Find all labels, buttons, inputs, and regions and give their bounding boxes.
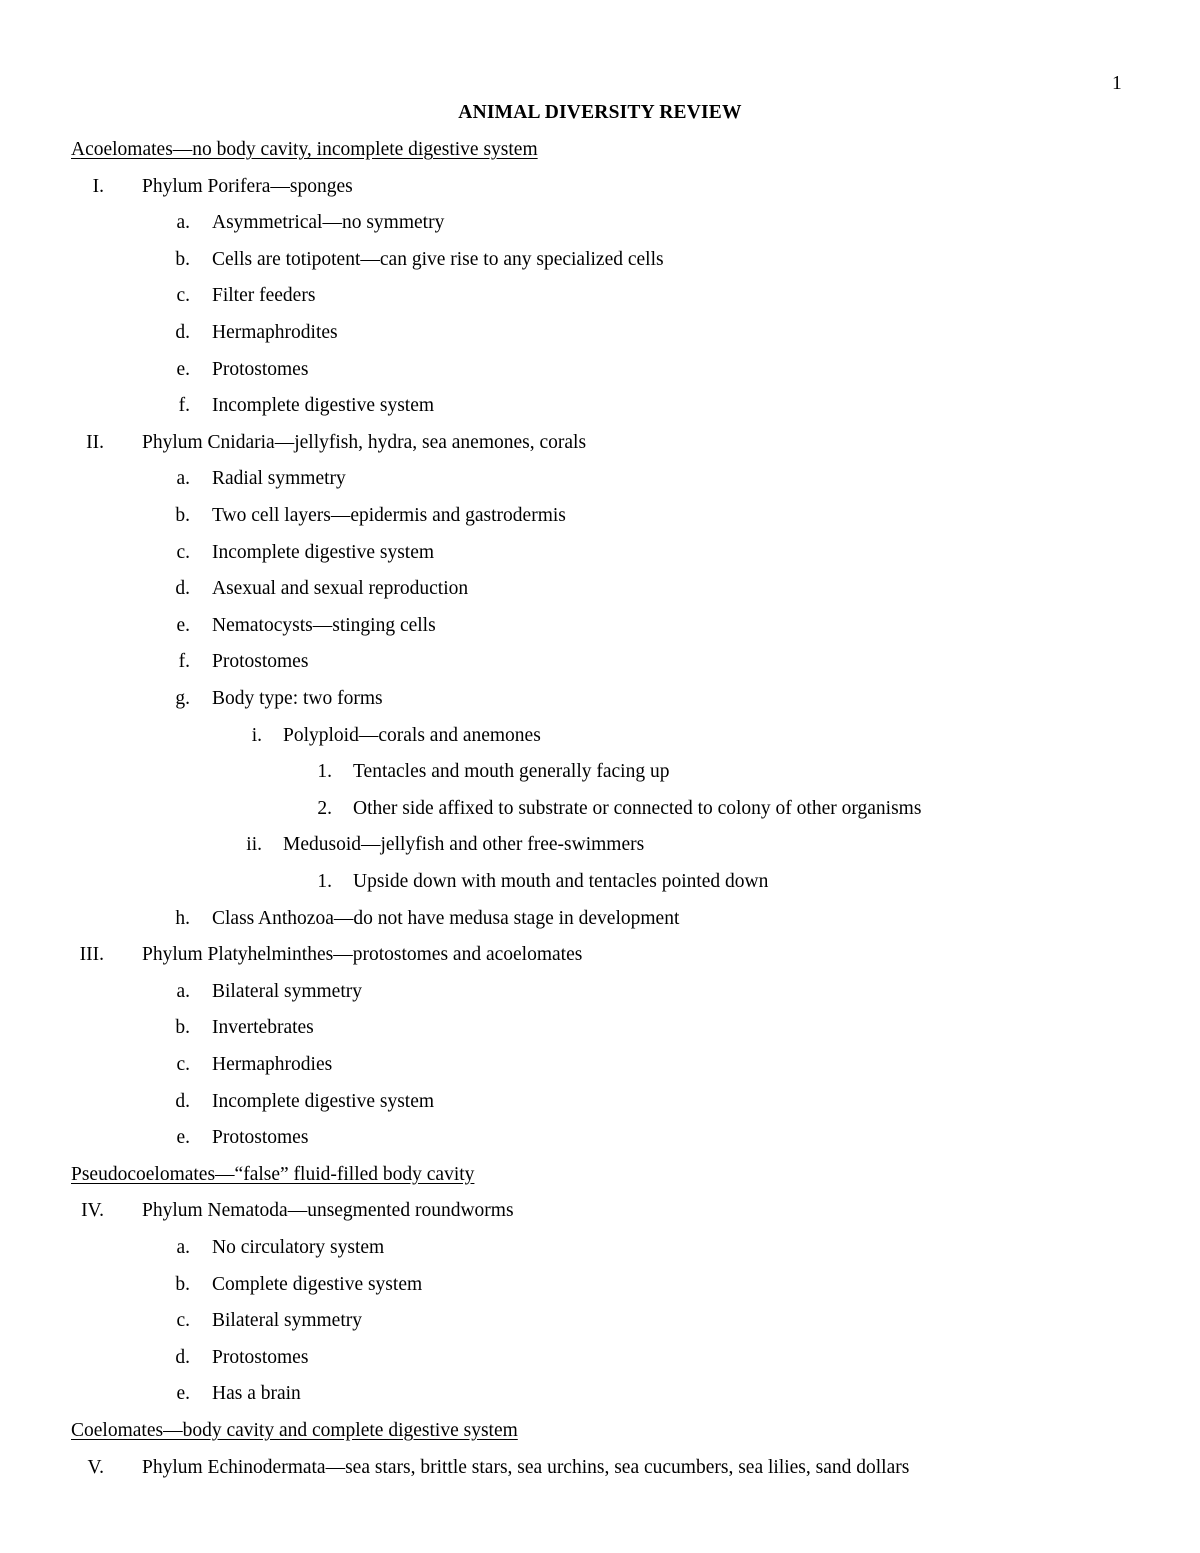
list-marker: IV. — [81, 1200, 104, 1221]
list-marker: h. — [175, 908, 190, 929]
list-marker: 2. — [317, 798, 332, 819]
outline-item-level-2 — [0, 980, 1200, 1004]
section-heading: Acoelomates—no body cavity, incomplete digestive system — [71, 139, 538, 160]
outline-item-level-2 — [0, 1346, 1200, 1370]
list-item-text: Protostomes — [212, 1127, 309, 1148]
list-marker: a. — [176, 981, 190, 1002]
list-item-text: Nematocysts—stinging cells — [212, 615, 436, 636]
list-marker: a. — [176, 212, 190, 233]
list-marker: e. — [176, 1127, 190, 1148]
list-marker: i. — [251, 725, 262, 746]
outline-item-level-2 — [0, 614, 1200, 638]
list-marker: b. — [175, 249, 190, 270]
list-marker: a. — [176, 468, 190, 489]
outline-item-level-2 — [0, 687, 1200, 711]
list-marker: 1. — [317, 761, 332, 782]
outline-item-level-1 — [0, 943, 1200, 967]
outline-item-level-2 — [0, 541, 1200, 565]
list-item-text: Radial symmetry — [212, 468, 346, 489]
list-item-text: Asexual and sexual reproduction — [212, 578, 469, 599]
outline-item-level-2 — [0, 907, 1200, 931]
outline-item-level-1 — [0, 175, 1200, 199]
list-marker: a. — [176, 1237, 190, 1258]
list-item-text: Incomplete digestive system — [212, 1091, 435, 1112]
section-heading: Pseudocoelomates—“false” fluid-filled body cavity — [71, 1164, 475, 1185]
list-marker: e. — [176, 1383, 190, 1404]
section-heading: Coelomates—body cavity and complete digestive system — [71, 1420, 518, 1441]
list-item-text: Filter feeders — [212, 285, 316, 306]
list-marker: III. — [79, 944, 104, 965]
list-marker: e. — [176, 615, 190, 636]
list-item-text: Incomplete digestive system — [212, 395, 435, 416]
list-marker: c. — [176, 1310, 190, 1331]
list-marker: ii. — [246, 834, 262, 855]
list-item-text: Hermaphrodites — [212, 322, 338, 343]
outline-item-level-4 — [0, 797, 1200, 821]
outline-item-level-2 — [0, 1126, 1200, 1150]
list-marker: d. — [175, 578, 190, 599]
list-marker: d. — [175, 322, 190, 343]
list-marker: f. — [178, 651, 190, 672]
list-marker: c. — [176, 285, 190, 306]
list-item-text: Phylum Echinodermata—sea stars, brittle stars, sea urchins, sea cucumbers, sea lilies, sand dollars — [142, 1457, 910, 1478]
outline-item-level-1 — [0, 1199, 1200, 1223]
outline-item-level-1 — [0, 1456, 1200, 1480]
outline-item-level-3 — [0, 833, 1200, 857]
outline-item-level-2 — [0, 321, 1200, 345]
outline-item-level-3 — [0, 724, 1200, 748]
list-marker: f. — [178, 395, 190, 416]
list-item-text: Phylum Nematoda—unsegmented roundworms — [142, 1200, 514, 1221]
list-marker: d. — [175, 1091, 190, 1112]
outline-item-level-2 — [0, 1016, 1200, 1040]
outline-item-level-2 — [0, 211, 1200, 235]
list-item-text: Polyploid—corals and anemones — [283, 725, 541, 746]
outline-item-level-1 — [0, 431, 1200, 455]
list-marker: V. — [87, 1457, 104, 1478]
outline-item-level-2 — [0, 248, 1200, 272]
list-item-text: Medusoid—jellyfish and other free-swimmers — [283, 834, 645, 855]
list-item-text: Protostomes — [212, 651, 309, 672]
list-marker: b. — [175, 505, 190, 526]
outline-item-level-4 — [0, 870, 1200, 894]
list-item-text: Phylum Platyhelminthes—protostomes and acoelomates — [142, 944, 583, 965]
outline-item-level-2 — [0, 467, 1200, 491]
list-item-text: Two cell layers—epidermis and gastrodermis — [212, 505, 566, 526]
outline-item-level-2 — [0, 1309, 1200, 1333]
list-item-text: Protostomes — [212, 1347, 309, 1368]
outline-item-level-2 — [0, 394, 1200, 418]
list-item-text: Upside down with mouth and tentacles pointed down — [353, 871, 769, 892]
list-marker: c. — [176, 1054, 190, 1075]
list-item-text: Phylum Porifera—sponges — [142, 176, 353, 197]
list-item-text: No circulatory system — [212, 1237, 385, 1258]
outline-item-level-2 — [0, 1382, 1200, 1406]
list-item-text: Incomplete digestive system — [212, 542, 435, 563]
list-marker: 1. — [317, 871, 332, 892]
list-marker: b. — [175, 1017, 190, 1038]
list-item-text: Bilateral symmetry — [212, 981, 363, 1002]
outline-item-level-2 — [0, 284, 1200, 308]
list-marker: b. — [175, 1274, 190, 1295]
list-marker: e. — [176, 359, 190, 380]
list-item-text: Has a brain — [212, 1383, 301, 1404]
outline-item-level-2 — [0, 1236, 1200, 1260]
outline-item-level-2 — [0, 650, 1200, 674]
list-item-text: Body type: two forms — [212, 688, 383, 709]
list-item-text: Class Anthozoa—do not have medusa stage in development — [212, 908, 680, 929]
page-number: 1 — [1112, 73, 1122, 94]
list-item-text: Hermaphrodies — [212, 1054, 333, 1075]
outline-item-level-2 — [0, 1090, 1200, 1114]
outline-item-level-2 — [0, 504, 1200, 528]
list-marker: c. — [176, 542, 190, 563]
list-marker: d. — [175, 1347, 190, 1368]
list-item-text: Bilateral symmetry — [212, 1310, 363, 1331]
outline-item-level-2 — [0, 1053, 1200, 1077]
list-item-text: Invertebrates — [212, 1017, 314, 1038]
outline-item-level-4 — [0, 760, 1200, 784]
outline-item-level-2 — [0, 358, 1200, 382]
document-title: ANIMAL DIVERSITY REVIEW — [458, 102, 742, 123]
list-marker: II. — [86, 432, 104, 453]
list-item-text: Protostomes — [212, 359, 309, 380]
list-item-text: Complete digestive system — [212, 1274, 423, 1295]
list-marker: I. — [92, 176, 104, 197]
list-item-text: Other side affixed to substrate or connected to colony of other organisms — [353, 798, 922, 819]
list-item-text: Tentacles and mouth generally facing up — [353, 761, 670, 782]
outline-item-level-2 — [0, 1273, 1200, 1297]
outline-item-level-2 — [0, 577, 1200, 601]
list-item-text: Asymmetrical—no symmetry — [212, 212, 445, 233]
list-item-text: Phylum Cnidaria—jellyfish, hydra, sea anemones, corals — [142, 432, 587, 453]
list-item-text: Cells are totipotent—can give rise to any specialized cells — [212, 249, 664, 270]
list-marker: g. — [175, 688, 190, 709]
